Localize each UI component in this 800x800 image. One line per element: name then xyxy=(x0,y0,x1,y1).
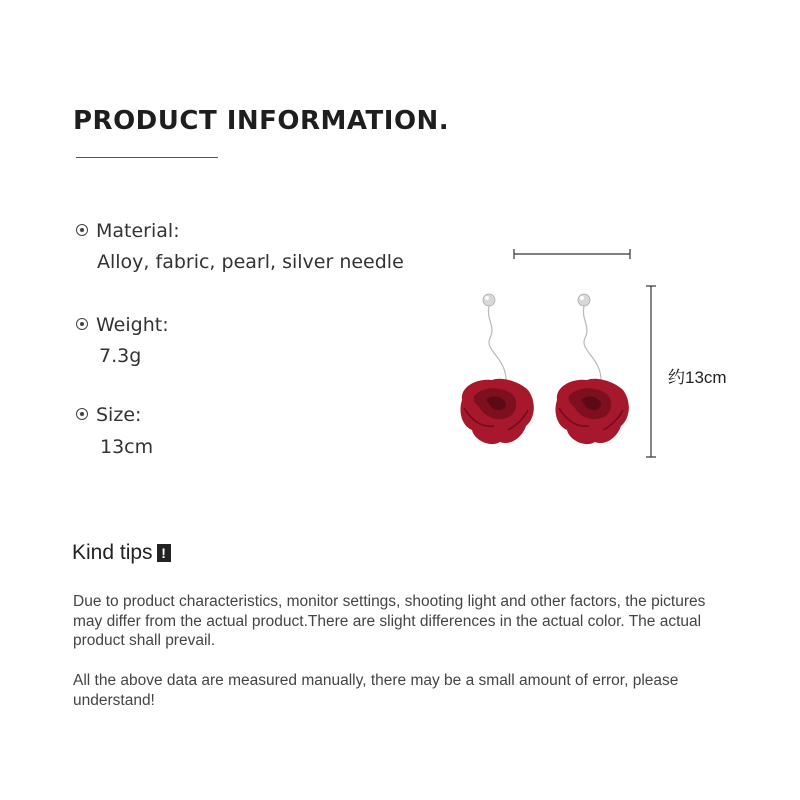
spec-weight-label xyxy=(76,314,169,336)
height-bracket xyxy=(646,286,656,457)
spec-material-label xyxy=(76,220,180,242)
spec-weight-value: 7.3g xyxy=(99,345,142,367)
right-earring xyxy=(555,294,629,444)
earring-figure xyxy=(440,240,760,470)
bullet-icon xyxy=(76,318,88,330)
width-bracket xyxy=(514,249,630,259)
page-title: PRODUCT INFORMATION. xyxy=(73,106,450,136)
left-earring xyxy=(460,294,534,444)
spec-label-text: Weight: xyxy=(96,314,169,336)
spec-label-text: Size: xyxy=(96,404,142,426)
bullet-icon xyxy=(76,224,88,236)
kind-tips-text: Kind tips xyxy=(72,541,153,564)
bullet-icon xyxy=(76,408,88,420)
dimension-label: 约13cm xyxy=(668,368,727,387)
rose-left xyxy=(460,379,534,444)
title-underline xyxy=(76,157,218,158)
disclaimer-paragraph: Due to product characteristics, monitor settings, shooting light and other factors, the pictures may differ from the actual product.There are slight differences in the actual color. The actual product shall prevail. xyxy=(73,593,706,649)
spec-size-label xyxy=(76,404,141,426)
kind-tips-heading xyxy=(72,541,171,565)
spec-material-value: Alloy, fabric, pearl, silver needle xyxy=(97,251,404,273)
rose-right xyxy=(555,379,629,444)
measurement-note: All the above data are measured manually, there may be a small amount of error, please understand! xyxy=(73,672,679,709)
spec-label-text: Material: xyxy=(96,220,180,242)
spec-size-value: 13cm xyxy=(100,436,154,458)
alert-icon: ! xyxy=(157,544,171,562)
